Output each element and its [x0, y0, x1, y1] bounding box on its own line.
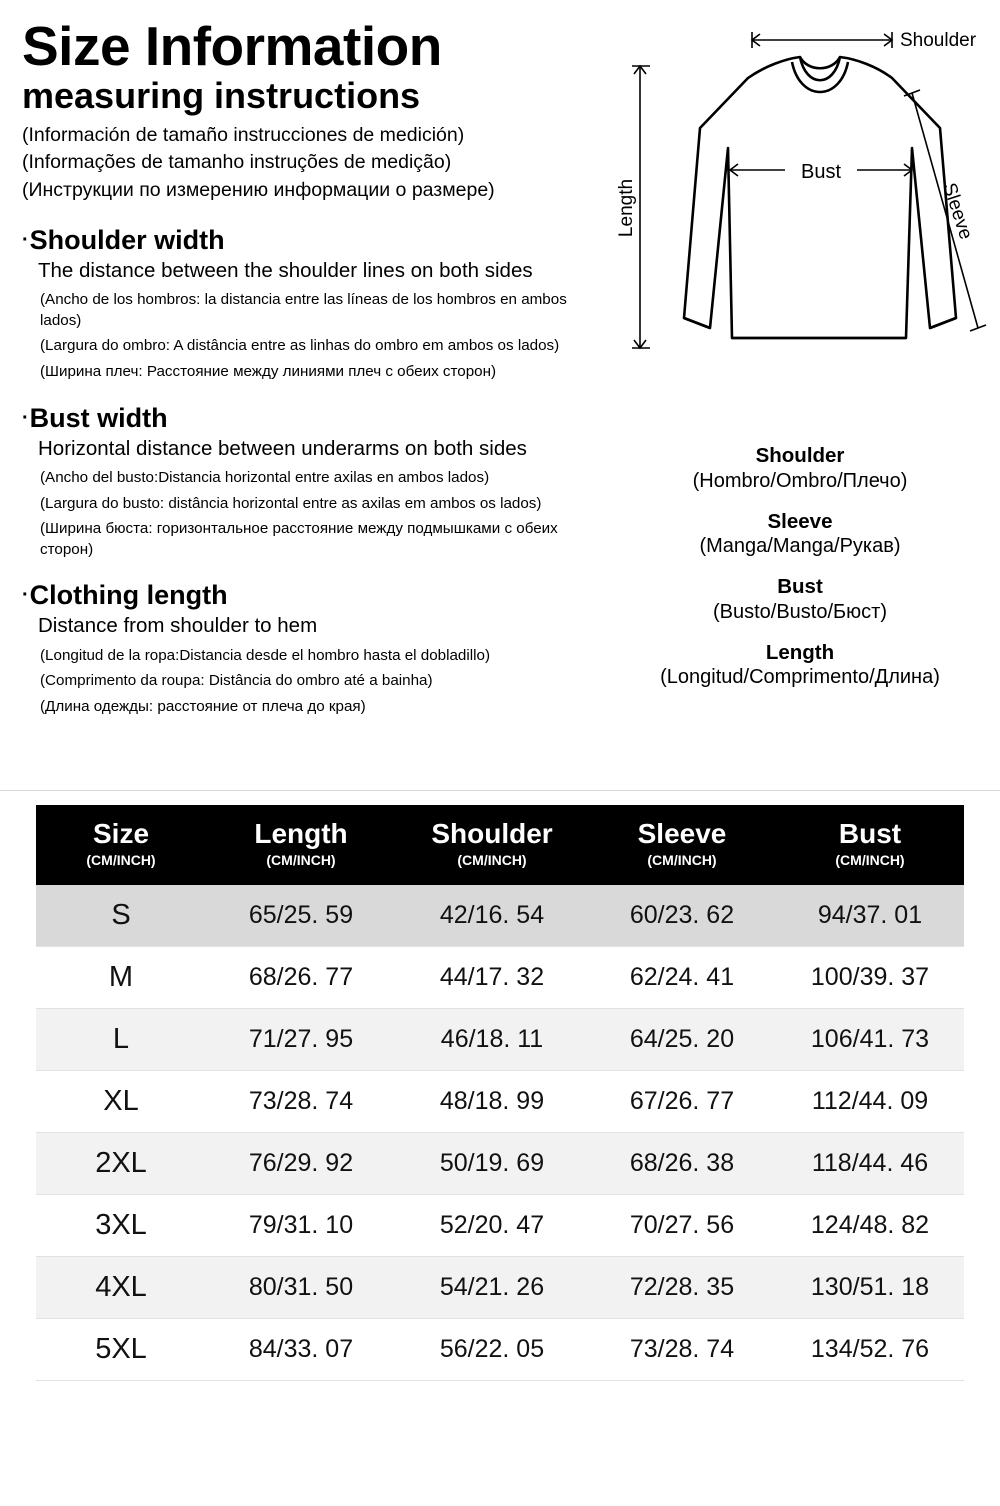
- cell-sleeve: 70/27. 56: [588, 1194, 776, 1256]
- table-row: [36, 885, 964, 947]
- cell-bust: 134/52. 76: [776, 1318, 964, 1380]
- section-description: Distance from shoulder to hem: [38, 614, 318, 638]
- cell-shoulder: 50/19. 69: [396, 1132, 588, 1194]
- section-description-ru: (Ширина бюста: горизонтальное расстояние между подмышками с обеих сторон): [40, 520, 558, 558]
- legend-label: Sleeve: [767, 509, 833, 533]
- cell-sleeve: 62/24. 41: [588, 946, 776, 1008]
- section-heading: ·Shoulder width: [22, 224, 225, 255]
- section-clothing-length: [22, 580, 586, 717]
- instructions-column: [0, 15, 600, 790]
- shirt-diagram: [600, 18, 1000, 438]
- section-description-es: (Longitud de la ropa:Distancia desde el hombro hasta el dobladillo): [40, 646, 491, 664]
- section-heading: ·Clothing length: [22, 580, 228, 611]
- cell-shoulder: 44/17. 32: [396, 946, 588, 1008]
- cell-bust: 94/37. 01: [776, 885, 964, 947]
- legend-translation: (Longitud/Comprimento/Длина): [660, 666, 940, 689]
- cell-size: 3XL: [36, 1194, 206, 1256]
- column-header-shoulder: Shoulder (CM/INCH): [396, 805, 588, 885]
- cell-shoulder: 42/16. 54: [396, 885, 588, 947]
- table-header-row: [36, 805, 964, 885]
- cell-length: 65/25. 59: [206, 885, 396, 947]
- cell-sleeve: 72/28. 35: [588, 1256, 776, 1318]
- cell-sleeve: 68/26. 38: [588, 1132, 776, 1194]
- table-row: [36, 1132, 964, 1194]
- section-description-ru: (Длина одежды: расстояние от плеча до края): [40, 697, 366, 715]
- cell-shoulder: 56/22. 05: [396, 1318, 588, 1380]
- diagram-label-shoulder: Shoulder: [900, 30, 977, 51]
- section-description: The distance between the shoulder lines on both sides: [38, 258, 533, 282]
- section-shoulder-width: [22, 225, 586, 383]
- cell-length: 71/27. 95: [206, 1008, 396, 1070]
- legend-label: Bust: [777, 575, 823, 599]
- cell-size: S: [36, 885, 206, 947]
- bullet-icon: ·: [22, 406, 29, 429]
- section-description-ru: (Ширина плеч: Расстояние между линиями плеч с обеих сторон): [40, 362, 497, 380]
- table-row: [36, 1256, 964, 1318]
- cell-sleeve: 73/28. 74: [588, 1318, 776, 1380]
- cell-length: 68/26. 77: [206, 946, 396, 1008]
- table-row: [36, 1318, 964, 1380]
- cell-length: 79/31. 10: [206, 1194, 396, 1256]
- diagram-legend: [600, 444, 1000, 690]
- cell-bust: 106/41. 73: [776, 1008, 964, 1070]
- size-chart-table: [36, 805, 964, 1381]
- cell-bust: 112/44. 09: [776, 1070, 964, 1132]
- table-row: [36, 1194, 964, 1256]
- section-description-pt: (Largura do busto: distância horizontal entre as axilas em ambos os lados): [40, 494, 542, 512]
- diagram-column: [600, 18, 1000, 790]
- column-header-length: Length (CM/INCH): [206, 805, 396, 885]
- section-bust-width: [22, 403, 586, 561]
- cell-shoulder: 54/21. 26: [396, 1256, 588, 1318]
- column-header-bust: Bust (CM/INCH): [776, 805, 964, 885]
- page-title: Size Information: [22, 15, 442, 77]
- cell-bust: 118/44. 46: [776, 1132, 964, 1194]
- section-description-es: (Ancho de los hombros: la distancia entre las líneas de los hombros en ambos lados): [40, 291, 567, 329]
- diagram-label-sleeve: Sleeve: [938, 180, 977, 243]
- cell-bust: 124/48. 82: [776, 1194, 964, 1256]
- cell-length: 84/33. 07: [206, 1318, 396, 1380]
- legend-item-sleeve: [600, 510, 1000, 560]
- legend-translation: (Busto/Busto/Бюст): [712, 600, 887, 623]
- header-translation-es: (Información de tamaño instrucciones de medición): [22, 123, 465, 146]
- cell-bust: 100/39. 37: [776, 946, 964, 1008]
- table-row: [36, 1070, 964, 1132]
- bullet-icon: ·: [22, 584, 29, 607]
- bullet-icon: ·: [22, 228, 29, 251]
- legend-item-shoulder: [600, 444, 1000, 494]
- cell-size: L: [36, 1008, 206, 1070]
- section-heading: ·Bust width: [22, 402, 168, 433]
- cell-length: 76/29. 92: [206, 1132, 396, 1194]
- legend-translation: (Manga/Manga/Рукав): [699, 535, 901, 558]
- cell-sleeve: 67/26. 77: [588, 1070, 776, 1132]
- page-subtitle: measuring instructions: [22, 75, 421, 117]
- cell-shoulder: 48/18. 99: [396, 1070, 588, 1132]
- cell-length: 80/31. 50: [206, 1256, 396, 1318]
- diagram-label-bust: Bust: [800, 161, 842, 183]
- section-description: Horizontal distance between underarms on both sides: [38, 436, 527, 460]
- column-header-sleeve: Sleeve (CM/INCH): [588, 805, 776, 885]
- cell-shoulder: 46/18. 11: [396, 1008, 588, 1070]
- legend-label: Shoulder: [755, 444, 845, 467]
- column-header-size: Size (CM/INCH): [36, 805, 206, 885]
- table-row: [36, 1008, 964, 1070]
- cell-size: 5XL: [36, 1318, 206, 1380]
- cell-sleeve: 64/25. 20: [588, 1008, 776, 1070]
- cell-size: XL: [36, 1070, 206, 1132]
- header-translation-pt: (Informações de tamanho instruções de medição): [22, 151, 452, 174]
- legend-item-bust: [600, 575, 1000, 625]
- cell-sleeve: 60/23. 62: [588, 885, 776, 947]
- cell-length: 73/28. 74: [206, 1070, 396, 1132]
- cell-size: M: [36, 946, 206, 1008]
- legend-label: Length: [765, 640, 835, 664]
- cell-size: 4XL: [36, 1256, 206, 1318]
- size-table-section: [0, 790, 1000, 1506]
- table-row: [36, 946, 964, 1008]
- cell-bust: 130/51. 18: [776, 1256, 964, 1318]
- section-description-pt: (Largura do ombro: A distância entre as linhas do ombro em ambos os lados): [40, 337, 560, 355]
- cell-size: 2XL: [36, 1132, 206, 1194]
- section-description-es: (Ancho del busto:Distancia horizontal entre axilas en ambos lados): [40, 469, 490, 487]
- legend-translation: (Hombro/Ombro/Плечо): [692, 469, 908, 492]
- cell-shoulder: 52/20. 47: [396, 1194, 588, 1256]
- header-translation-ru: (Инструкции по измерению информации о размере): [22, 179, 495, 202]
- section-description-pt: (Comprimento da roupa: Distância do ombro até a bainha): [40, 672, 433, 690]
- diagram-label-length: Length: [616, 178, 637, 238]
- legend-item-length: [600, 641, 1000, 691]
